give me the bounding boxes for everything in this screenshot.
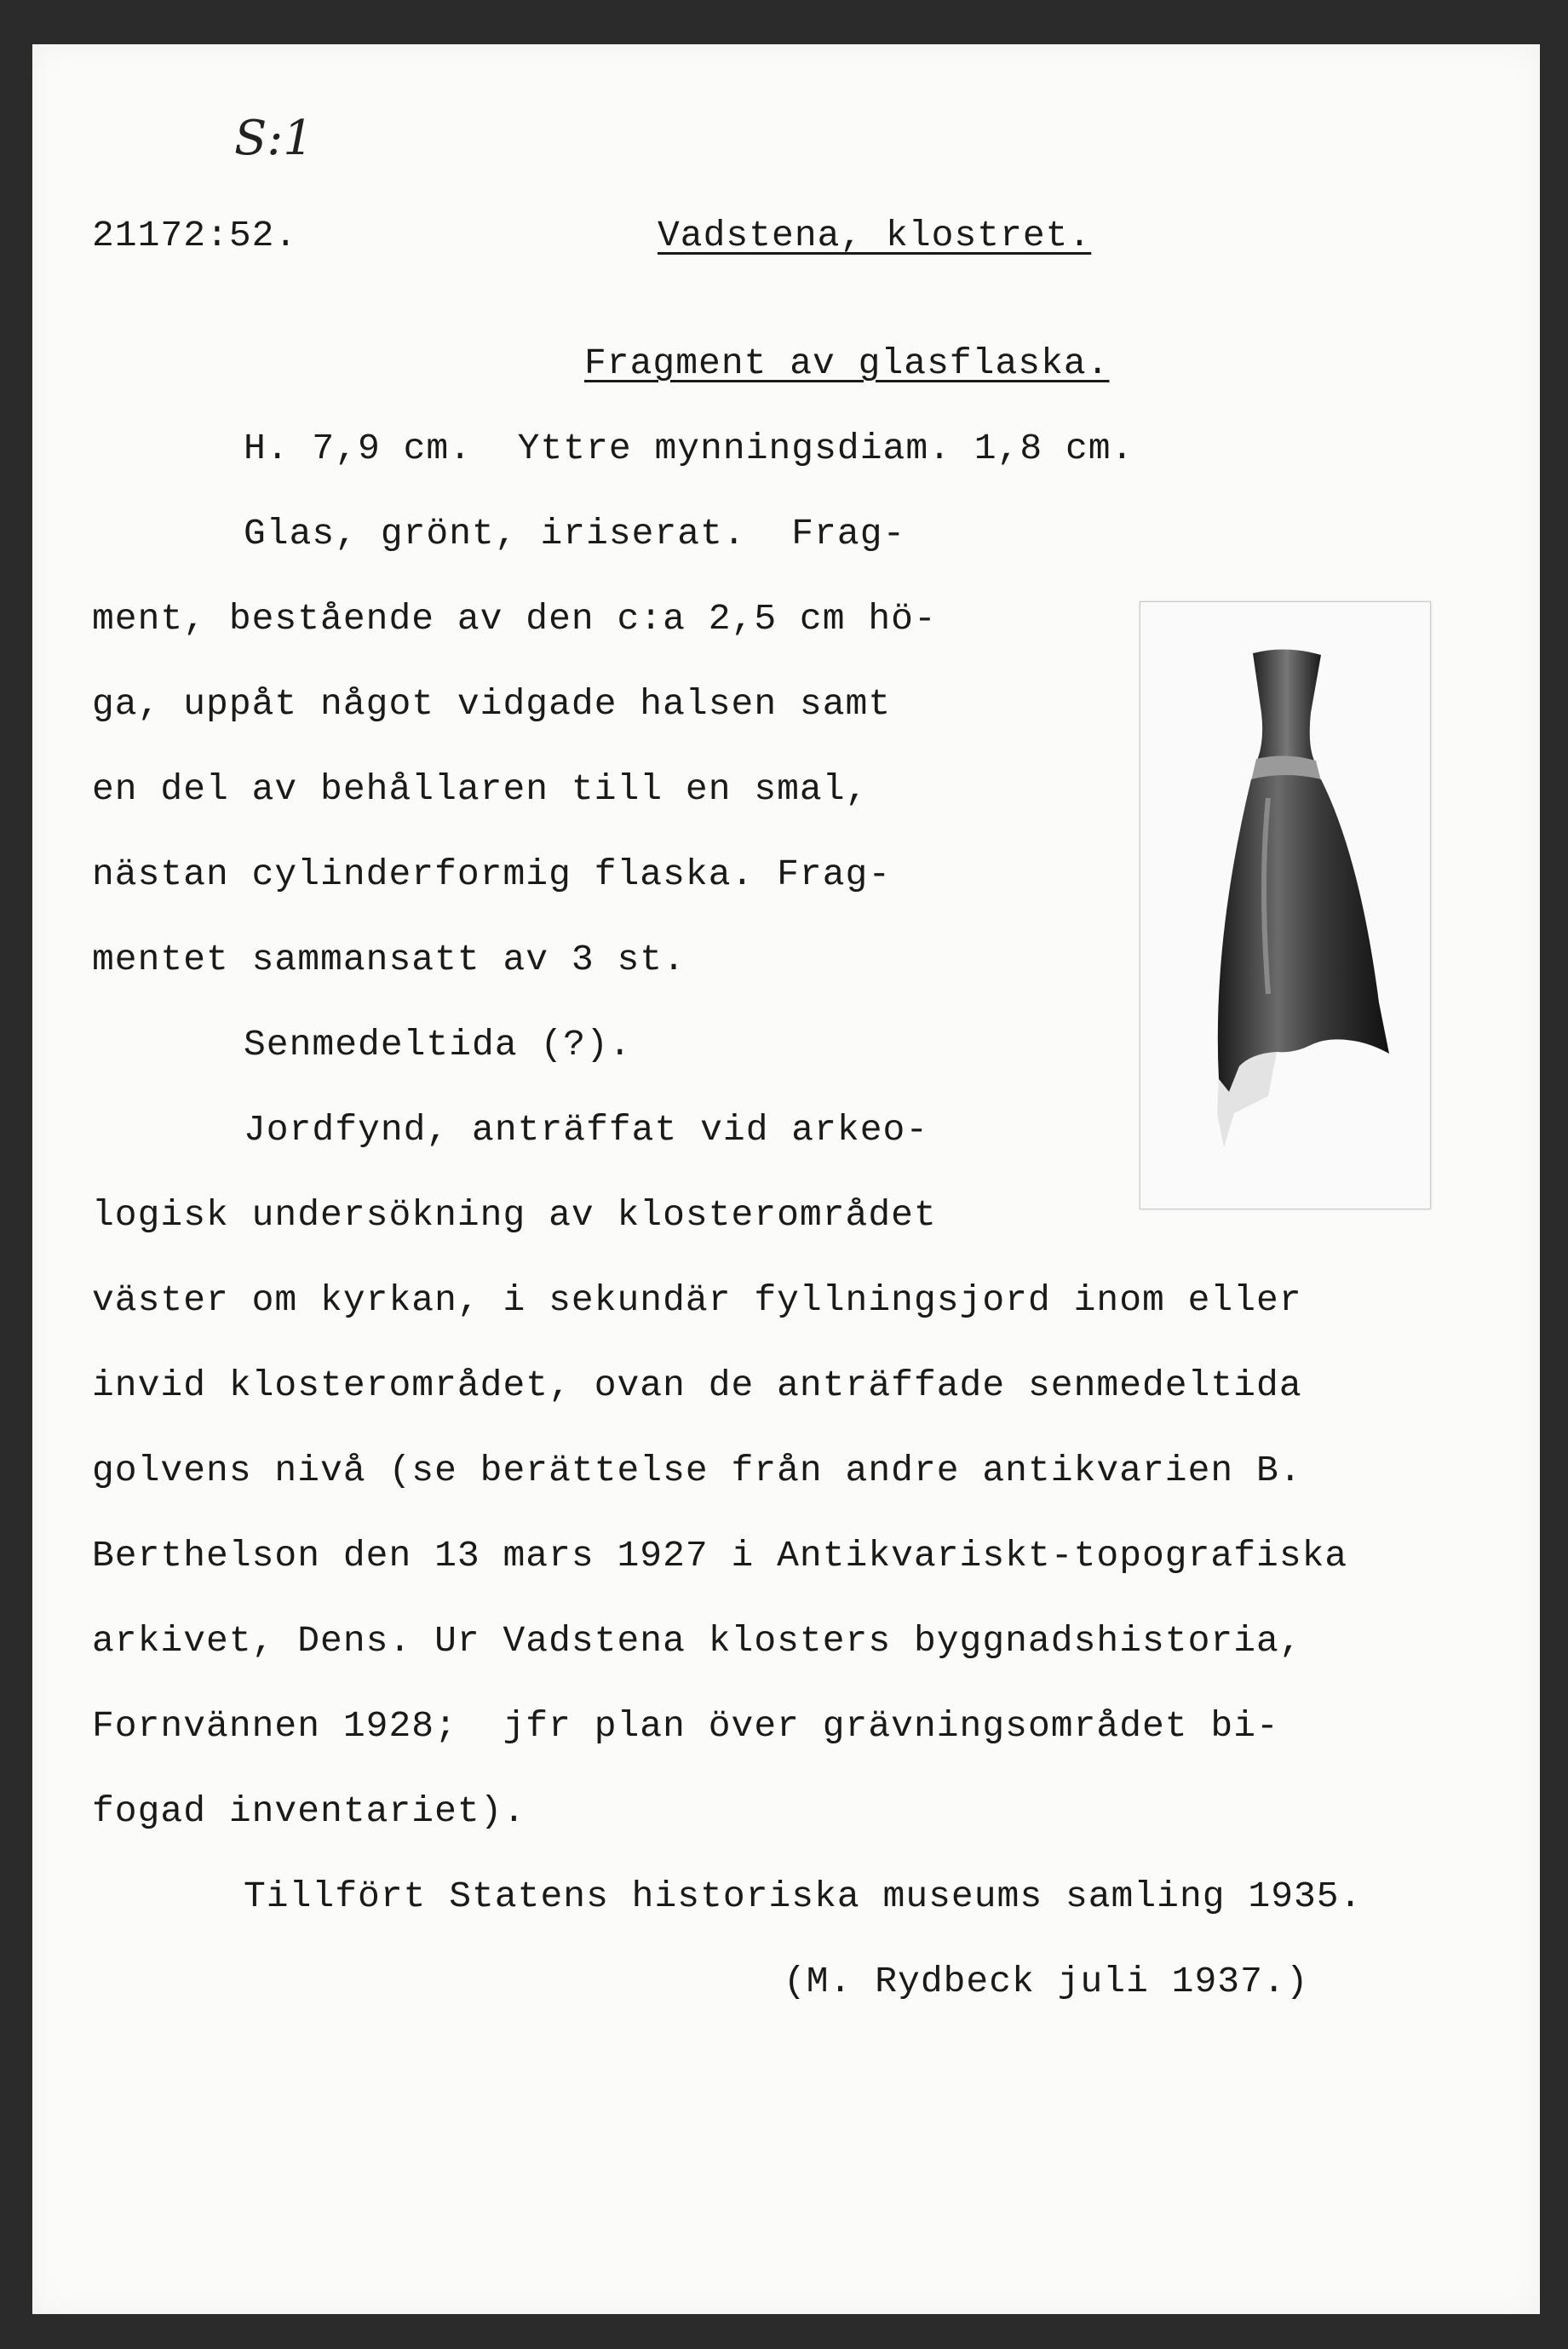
- description-line: Glas, grönt, iriserat. Frag-: [244, 513, 906, 554]
- findspot-line: Berthelson den 13 mars 1927 i Antikvariskt-topografiska: [92, 1535, 1348, 1577]
- catalog-number: 21172:52.: [92, 215, 298, 256]
- location-heading: Vadstena, klostret.: [658, 215, 1092, 256]
- measurements-line: H. 7,9 cm. Yttre mynningsdiam. 1,8 cm.: [244, 428, 1134, 469]
- findspot-line: invid klosterområdet, ovan de anträffade senmedeltida: [92, 1364, 1302, 1406]
- flask-body: [1218, 775, 1389, 1092]
- findspot-line: Jordfynd, anträffat vid arkeo-: [244, 1109, 929, 1151]
- findspot-line: arkivet, Dens. Ur Vadstena klosters byggnadshistoria,: [92, 1620, 1302, 1662]
- findspot-line: golvens nivå (se berättelse från andre antikvarien B.: [92, 1450, 1302, 1491]
- findspot-line: väster om kyrkan, i sekundär fyllningsjord inom eller: [92, 1279, 1302, 1321]
- signature-line: (M. Rydbeck juli 1937.): [784, 1961, 1309, 2002]
- findspot-line: fogad inventariet).: [92, 1790, 526, 1832]
- dating-line: Senmedeltida (?).: [244, 1024, 632, 1065]
- catalog-card: [32, 44, 1540, 2314]
- description-line: ga, uppåt något vidgade halsen samt: [92, 683, 892, 725]
- description-line: nästan cylinderformig flaska. Frag-: [92, 853, 892, 895]
- glass-flask-fragment-image: [1140, 602, 1430, 1209]
- flask-neck: [1253, 649, 1321, 762]
- handwritten-mark: S:1: [234, 111, 313, 166]
- object-title: Fragment av glasflaska.: [584, 342, 1110, 384]
- object-photo: [1140, 601, 1431, 1209]
- description-line: mentet sammansatt av 3 st.: [92, 939, 686, 980]
- description-line: en del av behållaren till en smal,: [92, 768, 869, 810]
- findspot-line: logisk undersökning av klosterområdet: [92, 1194, 937, 1236]
- accession-line: Tillfört Statens historiska museums samling 1935.: [244, 1875, 1363, 1917]
- findspot-line: Fornvännen 1928; jfr plan över grävningsområdet bi-: [92, 1705, 1279, 1747]
- description-line: ment, bestående av den c:a 2,5 cm hö-: [92, 598, 937, 640]
